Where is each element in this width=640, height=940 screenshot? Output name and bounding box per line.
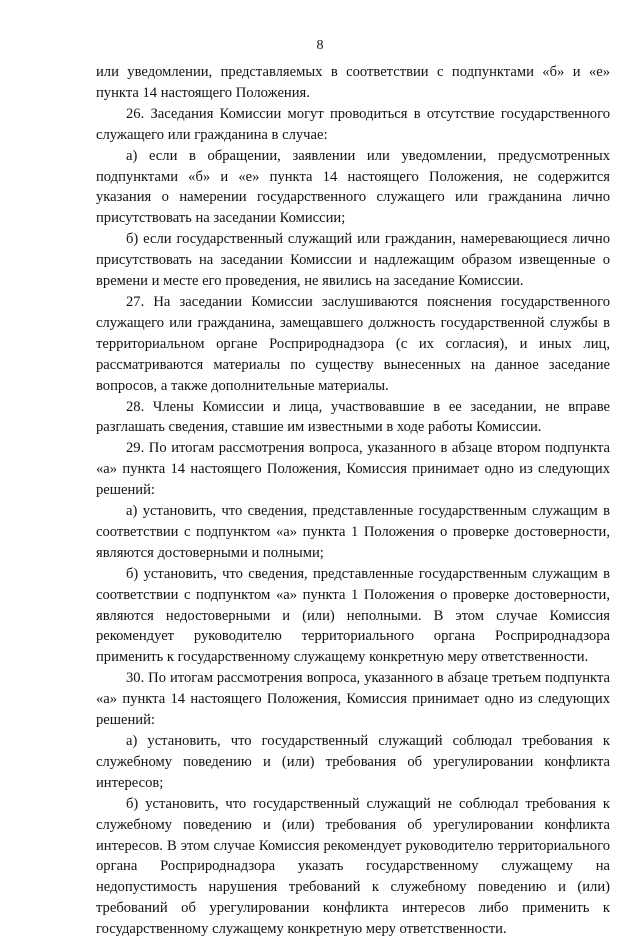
paragraph-30-b: б) установить, что государственный служащий не соблюдал требования к служебному поведению и (или) требования об урегулировании конфликта интересов. В этом случае Комиссия рекомендует руководителю территориального органа Росприроднадзора указать государственному служащему на недопустимость нарушения требований к служебному поведению и (или) требований об урегулировании конфликта интересов либо применить к государственному служащему конкретную меру ответственности.	[96, 795, 610, 938]
paragraph-continuation: или уведомлении, представляемых в соответствии с подпунктами «б» и «е» пункта 14 настоящего Положения.	[96, 64, 610, 101]
paragraph-29-b: б) установить, что сведения, представленные государственным служащим в соответствии с подпунктом «а» пункта 1 Положения о проверке достоверности, являются недостоверными и (или) неполными. В этом случае Комиссия рекомендует руководителю территориального органа Росприроднадзора применить к государственному служащему конкретную меру ответственности.	[96, 565, 610, 666]
document-body	[96, 62, 610, 940]
paragraph-30-a: а) установить, что государственный служащий соблюдал требования к служебному поведению и (или) требования об урегулировании конфликта интересов;	[96, 733, 610, 791]
paragraph-26-a: а) если в обращении, заявлении или уведомлении, предусмотренных подпунктами «б» и «е» пункта 14 настоящего Положения, не содержится указания о намерении государственного служащего или гражданина лично присутствовать на заседании Комиссии;	[96, 147, 610, 227]
paragraph-29: 29. По итогам рассмотрения вопроса, указанного в абзаце втором подпункта «а» пункта 14 настоящего Положения, Комиссия принимает одно из следующих решений:	[96, 440, 610, 499]
paragraph-28: 28. Члены Комиссии и лица, участвовавшие в ее заседании, не вправе разглашать сведения, ставшие им известными в ходе работы Комиссии.	[96, 398, 610, 436]
page-number: 8	[316, 38, 324, 53]
paragraph-29-a: а) установить, что сведения, представленные государственным служащим в соответствии с подпунктом «а» пункта 1 Положения о проверке достоверности, являются достоверными и полными;	[96, 503, 610, 561]
paragraph-27: 27. На заседании Комиссии заслушиваются пояснения государственного служащего или гражданина, замещавшего должность государственной службы в территориальном органе Росприроднадзора (с их согласия), и иных лиц, рассматриваются материалы по существу вынесенных на данное заседание вопросов, а также дополнительные материалы.	[96, 293, 610, 394]
paragraph-30: 30. По итогам рассмотрения вопроса, указанного в абзаце третьем подпункта «а» пункта 14 настоящего Положения, Комиссия принимает одно из следующих решений:	[96, 670, 610, 729]
paragraph-26: 26. Заседания Комиссии могут проводиться в отсутствие государственного служащего или гражданина в случае:	[96, 105, 610, 143]
paragraph-26-b: б) если государственный служащий или гражданин, намеревающиеся лично присутствовать на заседании Комиссии и надлежащим образом извещенные о времени и месте его проведения, не явились на заседание Комиссии.	[96, 231, 610, 290]
